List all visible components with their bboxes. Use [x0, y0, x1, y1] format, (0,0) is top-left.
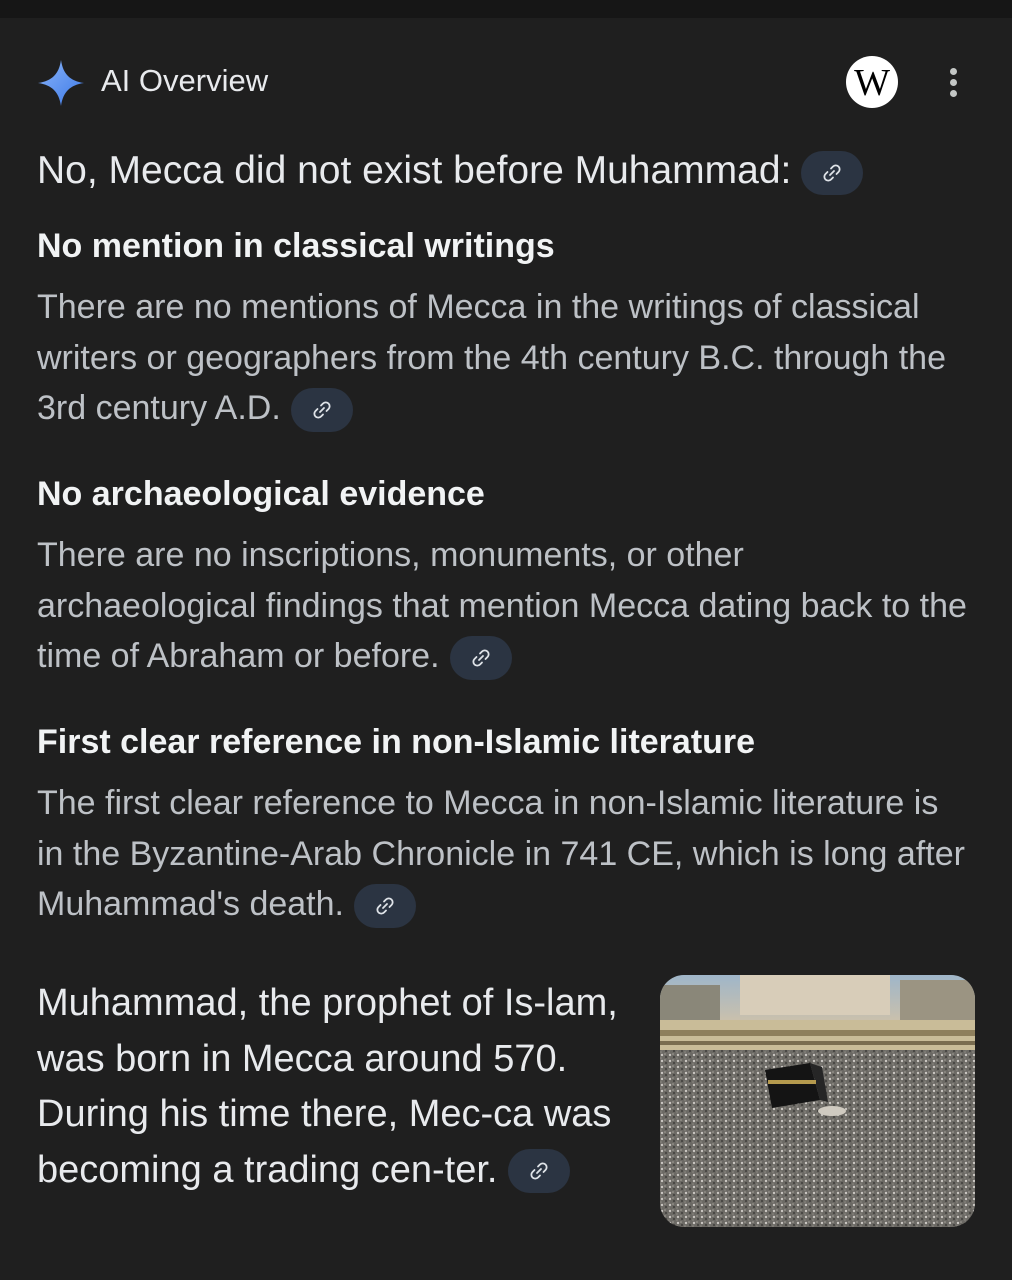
- kaaba-photo-graphic: [660, 975, 975, 1227]
- section-body: [37, 282, 967, 434]
- muhammad-summary: [37, 976, 647, 1198]
- section-non-islamic-literature: [37, 722, 967, 930]
- more-options-button[interactable]: [942, 62, 966, 102]
- section-heading: No mention in classical writings: [37, 227, 555, 265]
- wikipedia-source-button[interactable]: [846, 56, 898, 108]
- top-bar: [0, 0, 1012, 18]
- section-classical-writings: [37, 226, 967, 434]
- link-icon: [469, 646, 493, 670]
- lead-text: No, Mecca did not exist before Muhammad:: [37, 149, 792, 192]
- link-chip[interactable]: [801, 151, 863, 195]
- section-body-text: There are no inscriptions, monuments, or other archaeological findings that mention Mecca dating back to the time of Abraham or before.: [37, 536, 967, 675]
- section-archaeological-evidence: [37, 474, 967, 682]
- link-chip[interactable]: [354, 884, 416, 928]
- section-body-text: The first clear reference to Mecca in non-Islamic literature is in the Byzantine-Arab Chronicle in 741 CE, which is long after Muhammad's death.: [37, 784, 965, 923]
- sparkle-icon: [36, 58, 86, 108]
- wikipedia-icon: W: [854, 62, 890, 104]
- link-icon: [527, 1159, 551, 1183]
- section-heading: First clear reference in non-Islamic literature: [37, 723, 756, 761]
- section-body: [37, 778, 967, 930]
- summary-text: Muhammad, the prophet of Is-lam, was born in Mecca around 570. During his time there, Mec-ca was becoming a trading cen-ter.: [37, 982, 618, 1191]
- link-chip[interactable]: [508, 1149, 570, 1193]
- link-icon: [820, 161, 844, 185]
- section-body: [37, 530, 967, 682]
- link-icon: [373, 894, 397, 918]
- link-chip[interactable]: [291, 388, 353, 432]
- section-body-text: There are no mentions of Mecca in the writings of classical writers or geographers from the 4th century B.C. through the 3rd century A.D.: [37, 288, 947, 427]
- ai-overview-title: AI Overview: [101, 63, 269, 98]
- link-icon: [310, 398, 334, 422]
- link-chip[interactable]: [450, 636, 512, 680]
- section-heading: No archaeological evidence: [37, 475, 485, 513]
- ai-overview-header: [36, 56, 976, 112]
- lead-statement: [37, 148, 863, 195]
- kaaba-photo[interactable]: [660, 975, 975, 1227]
